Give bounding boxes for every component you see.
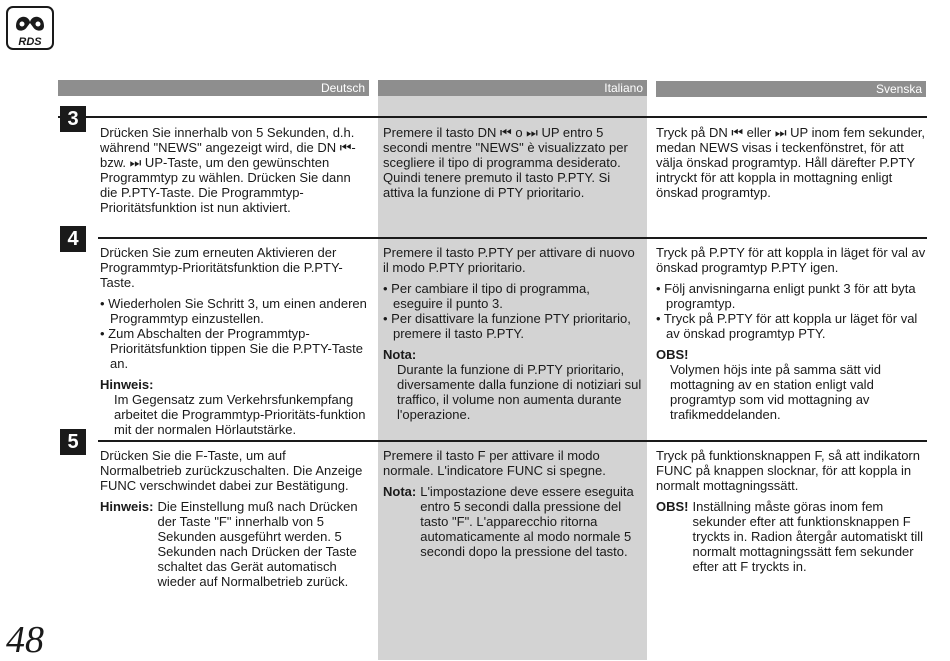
page-number: 48 bbox=[6, 619, 44, 661]
step-5-svenska-note-label: OBS! bbox=[656, 499, 689, 514]
step-3-italiano-text: Premere il tasto DN ⏮ o ⏭ UP entro 5 secondi mentre "NEWS" è visualizzato per scegliere il tipo di programma desiderato. Quindi tenere premuto il tasto P.PTY. Si attiva la funzione di PTY prioritario. bbox=[383, 125, 628, 200]
step-5-italiano-note-text: L'impostazione deve essere eseguita entro 5 secondi dalla pressione del tasto "F". L'apparecchio ritorna automaticamente al modo normale 5 secondi dopo la pressione del tasto. bbox=[420, 484, 634, 559]
step-4-italiano-text: Premere il tasto P.PTY per attivare di nuovo il modo P.PTY prioritario. bbox=[383, 245, 635, 275]
divider-step-5 bbox=[98, 440, 927, 442]
header-deutsch: Deutsch bbox=[58, 80, 369, 96]
step-number-3: 3 bbox=[60, 106, 86, 132]
step-4-svenska-text: Tryck på P.PTY för att koppla in läget för val av önskad programtyp P.PTY igen. bbox=[656, 245, 926, 275]
step-4-deutsch-text: Drücken Sie zum erneuten Aktivieren der Programmtyp-Prioritätsfunktion die P.PTY-Taste. bbox=[100, 245, 343, 290]
rds-logo-text: RDS bbox=[18, 36, 42, 48]
step-4-svenska-bullet: • Tryck på P.PTY för att koppla ur läget för val av önskad programtyp PTY. bbox=[656, 311, 918, 341]
step-5-deutsch bbox=[100, 448, 370, 589]
step-4-deutsch-note-label: Hinweis: bbox=[100, 377, 154, 392]
step-4-italiano-bullet: • Per disattivare la funzione PTY prioritario, premere il tasto P.PTY. bbox=[383, 311, 631, 341]
step-5-svenska-text: Tryck på funktionsknappen F, så att indikatorn FUNC på knappen slocknar, för att koppla in normalt mottagningssätt. bbox=[656, 448, 920, 493]
header-svenska: Svenska bbox=[656, 81, 926, 97]
step-5-svenska-note-text: Inställning måste göras inom fem sekunder efter att funktionsknappen F tryckts in. Radion återgår automatiskt till normalt mottagningssätt fem sekunder efter att F tryckts in. bbox=[692, 499, 923, 574]
step-4-svenska-note: Volymen höjs inte på samma sätt vid mottagning av en station enligt vald programtyp som vid mottagning av trafikmeddelanden. bbox=[670, 362, 881, 422]
step-4-deutsch-note: Im Gegensatz zum Verkehrsfunkempfang arbeitet die Programmtyp-Prioritäts-funktion mit der normalen Hörlautstärke. bbox=[114, 392, 366, 437]
divider-step-4 bbox=[98, 237, 927, 239]
step-4-deutsch-bullet: • Zum Abschalten der Programmtyp-Prioritätsfunktion tippen Sie die P.PTY-Taste an. bbox=[100, 326, 363, 371]
step-5-svenska-note bbox=[656, 499, 926, 574]
step-5-deutsch-text: Drücken Sie die F-Taste, um auf Normalbetrieb zurückzuschalten. Die Anzeige FUNC verschwindet dabei zur Bestätigung. bbox=[100, 448, 363, 493]
step-5-italiano-note-label: Nota: bbox=[383, 484, 417, 499]
step-4-italiano bbox=[383, 245, 643, 422]
step-4-italiano-note: Durante la funzione di P.PTY prioritario, diversamente dalla funzione di notiziari sul traffico, il volume non aumenta durante l'operazione. bbox=[397, 362, 642, 422]
divider-step-3 bbox=[58, 116, 927, 118]
step-5-deutsch-note-label: Hinweis: bbox=[100, 499, 154, 514]
step-4-svenska-note-label: OBS! bbox=[656, 347, 689, 362]
step-5-italiano-note bbox=[383, 484, 643, 559]
step-4-svenska bbox=[656, 245, 926, 422]
step-3-svenska bbox=[656, 125, 926, 200]
step-4-italiano-note-label: Nota: bbox=[383, 347, 417, 362]
step-5-deutsch-note bbox=[100, 499, 370, 589]
step-4-deutsch bbox=[100, 245, 370, 437]
step-5-italiano bbox=[383, 448, 643, 559]
step-5-svenska bbox=[656, 448, 926, 574]
step-3-deutsch bbox=[100, 125, 370, 215]
step-number-4: 4 bbox=[60, 226, 86, 252]
step-4-deutsch-bullet: • Wiederholen Sie Schritt 3, um einen anderen Programmtyp einzustellen. bbox=[100, 296, 367, 326]
step-3-italiano bbox=[383, 125, 643, 200]
step-5-italiano-text: Premere il tasto F per attivare il modo normale. L'indicatore FUNC si spegne. bbox=[383, 448, 606, 478]
step-number-5: 5 bbox=[60, 429, 86, 455]
step-3-svenska-text: Tryck på DN ⏮ eller ⏭ UP inom fem sekunder, medan NEWS visas i teckenfönstret, för att välja önskad programtyp. Håll därefter P.PTY intryckt för att koppla in mottagning enligt önskad programtyp. bbox=[656, 125, 926, 200]
header-italiano: Italiano bbox=[378, 80, 647, 96]
step-4-svenska-bullet: • Följ anvisningarna enligt punkt 3 för att byta programtyp. bbox=[656, 281, 916, 311]
step-5-deutsch-note-text: Die Einstellung muß nach Drücken der Taste "F" innerhalb von 5 Sekunden ausgeführt werden. 5 Sekunden nach Drücken der Taste schaltet das Gerät automatisch wieder auf Normalbetrieb zurück. bbox=[157, 499, 358, 589]
step-4-italiano-bullet: • Per cambiare il tipo di programma, eseguire il punto 3. bbox=[383, 281, 590, 311]
step-3-deutsch-text: Drücken Sie innerhalb von 5 Sekunden, d.h. während "NEWS" angezeigt wird, die DN ⏮- bzw. ⏭ UP-Taste, um den gewünschten Programmtyp zu wählen. Drücken Sie dann die P.PTY-Taste. Die Programmtyp-Prioritätsfunktion ist nun aktiviert. bbox=[100, 125, 356, 215]
rds-logo bbox=[6, 6, 54, 50]
